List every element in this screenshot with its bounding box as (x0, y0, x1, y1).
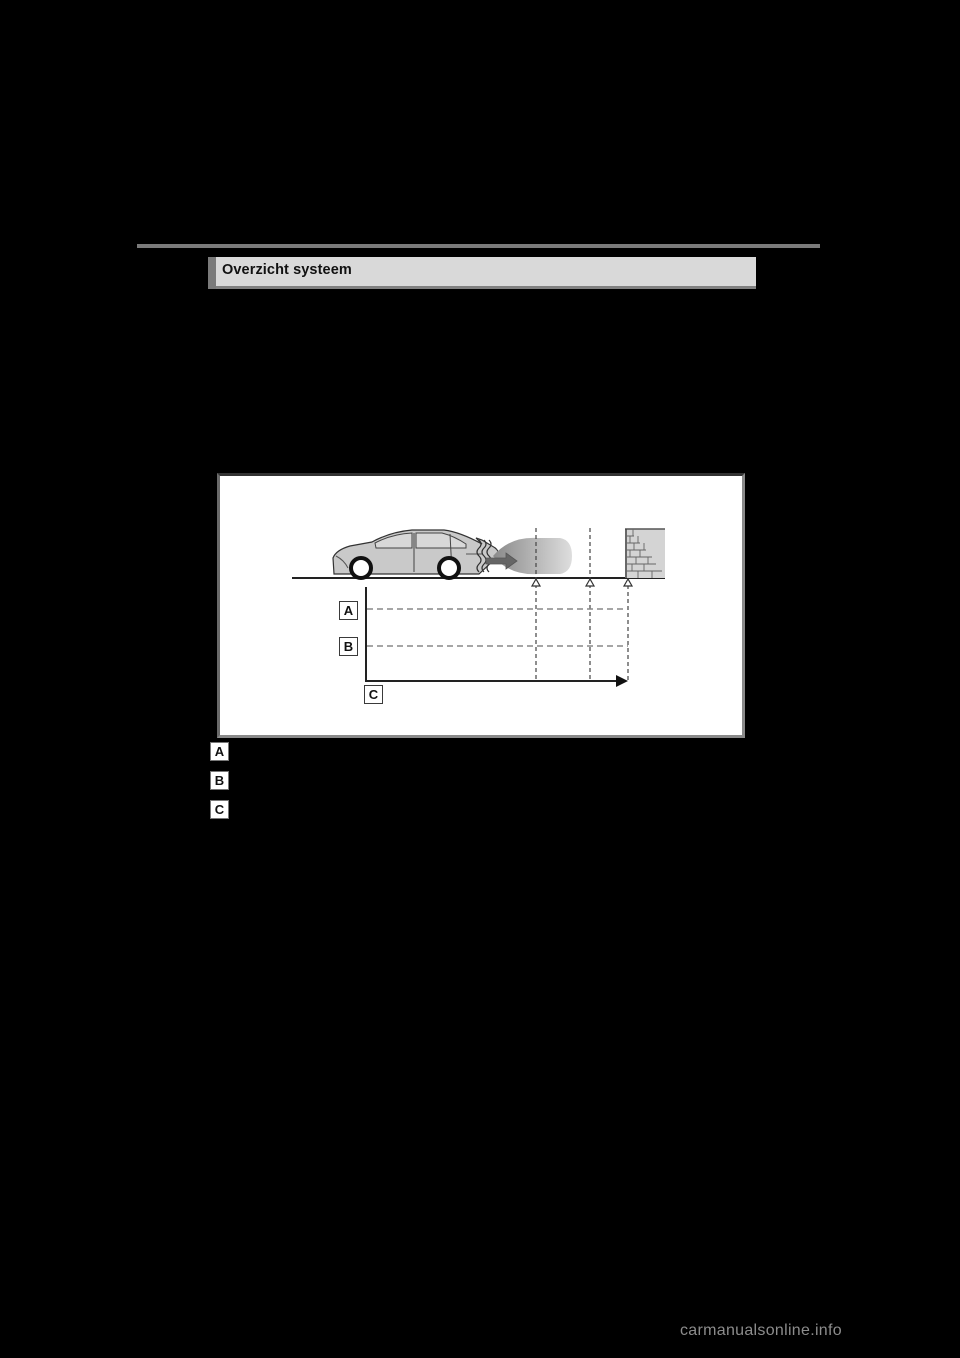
car-side-icon (333, 530, 498, 578)
brick-wall-icon (625, 529, 665, 578)
axis-label-c: C (364, 685, 383, 704)
section-header (208, 257, 756, 289)
top-rule-divider (137, 244, 820, 248)
watermark: carmanualsonline.info (680, 1322, 842, 1339)
axis-label-b: B (339, 637, 358, 656)
x-axis-arrowhead-icon (616, 675, 628, 687)
triangle-marker-icon (586, 579, 594, 586)
axis-label-a: A (339, 601, 358, 620)
legend-key-c: C (210, 800, 229, 819)
parking-sensor-diagram (217, 473, 745, 738)
triangle-marker-icon (532, 579, 540, 586)
section-header-accent-bar (208, 257, 216, 289)
legend-key-b: B (210, 771, 229, 790)
legend-key-a: A (210, 742, 229, 761)
triangle-marker-icon (624, 579, 632, 586)
section-title: Overzicht systeem (222, 262, 352, 278)
